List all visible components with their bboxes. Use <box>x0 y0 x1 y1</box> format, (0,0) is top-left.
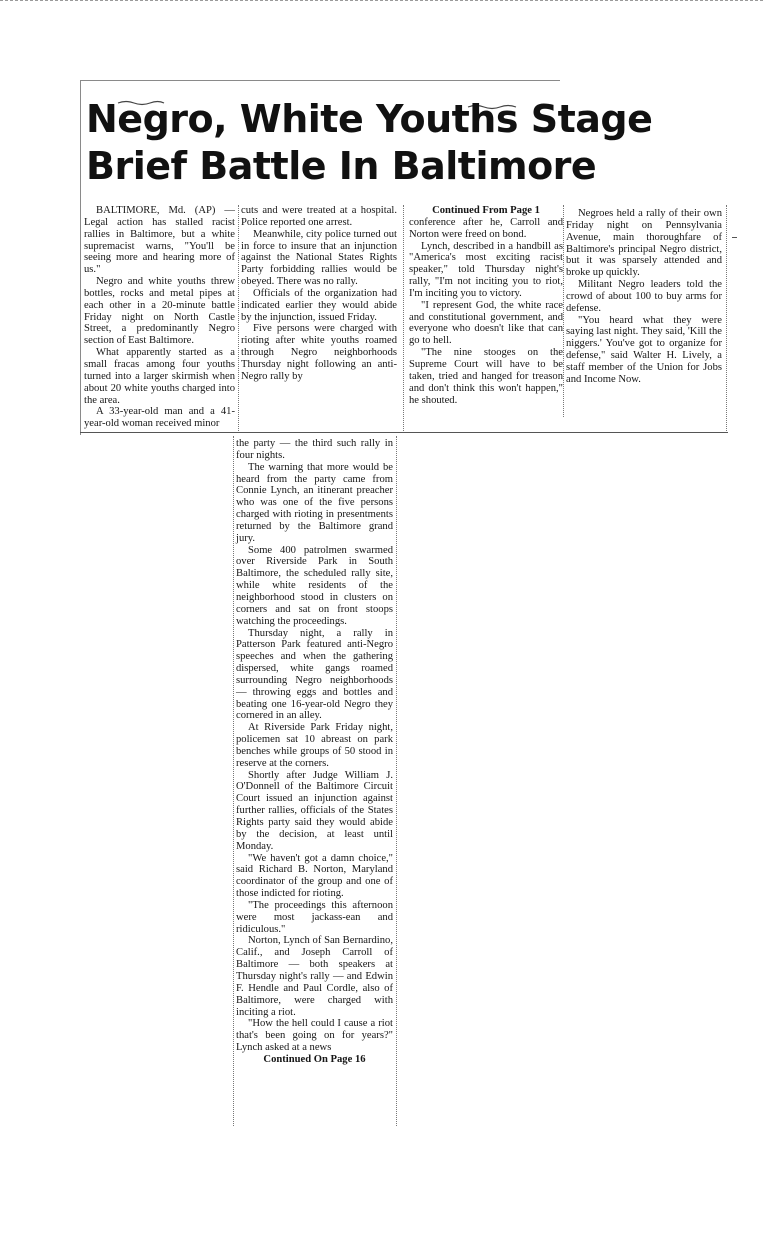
column-divider <box>563 205 564 417</box>
headline-line-2: Brief Battle In Baltimore <box>86 144 597 188</box>
paragraph: A 33-year-old man and a 41-year-old woman received minor <box>84 406 235 430</box>
paragraph: "We haven't got a damn choice," said Richard B. Norton, Maryland coordinator of the group and one of those indicted for rioting. <box>236 852 393 900</box>
clipping-right-edge <box>726 205 727 433</box>
paragraph: Negroes held a rally of their own Friday night on Pennsylvania Avenue, main thoroughfare of Baltimore's principal Negro district, but it was sparsely attended and broke up quickly. <box>566 208 722 279</box>
paragraph: Norton, Lynch of San Bernardino, Calif., and Joseph Carroll of Baltimore — both speakers at Thursday night's rally — and Edwin F. Hendle and Paul Cordle, also of Baltimore, were charged with inciting a riot. <box>236 935 393 1018</box>
jump-rule <box>80 432 728 433</box>
paragraph: "The proceedings this afternoon were most jackass-ean and ridiculous." <box>236 899 393 935</box>
paragraph: Negro and white youths threw bottles, rocks and metal pipes at each other in a 20-minute battle Friday night on North Castle Street, a predominantly Negro section of East Baltimore. <box>84 276 235 347</box>
article-column-5 <box>236 438 393 1066</box>
paragraph: "I represent God, the white race and constitutional government, and everyone who doesn't like that can go to hell. <box>409 299 563 347</box>
paragraph: Officials of the organization had indicated earlier they would abide by the injunction, issued Friday. <box>241 287 397 323</box>
paragraph: Lynch, described in a handbill as "America's most exciting racist speaker," told Thursday night's rally, "I'm not inciting you to riot, I'm inciting you to victory. <box>409 240 563 299</box>
article-column-4 <box>566 208 722 386</box>
paragraph: The warning that more would be heard from the party came from Connie Lynch, an itinerant preacher who was one of the five persons charged with rioting in presentments returned by the Baltimore grand jury. <box>236 461 393 544</box>
paragraph: cuts and were treated at a hospital. Police reported one arrest. <box>241 205 397 228</box>
article-column-2 <box>241 205 397 383</box>
clipping-left-border <box>80 80 81 435</box>
column-divider <box>238 205 239 433</box>
top-border <box>0 0 763 1</box>
paragraph: At Riverside Park Friday night, policemen sat 10 abreast on park benches while groups of 50 stood in reserve at the corners. <box>236 722 393 769</box>
margin-mark <box>732 237 737 238</box>
paragraph: Shortly after Judge William J. O'Donnell of the Baltimore Circuit Court issued an injunction against further rallies, officials of the States Rights party said they would abide by the decision, at least until Monday. <box>236 769 393 852</box>
column-left-edge <box>233 436 234 1126</box>
paragraph: Militant Negro leaders told the crowd of about 100 to buy arms for defense. <box>566 279 722 314</box>
clipping-top-border <box>80 80 560 81</box>
column-right-edge <box>396 436 397 1126</box>
paragraph: Meanwhile, city police turned out in force to insure that an injunction against the National States Rights Party forbidding rallies would be obeyed. There was no rally. <box>241 228 397 288</box>
paragraph: Thursday night, a rally in Patterson Park featured anti-Negro speeches and when the gathering dispersed, white gangs roamed surrounding Negro neighborhoods — throwing eggs and bottles and beating one 16-year-old Negro they cornered in an alley. <box>236 627 393 722</box>
continued-from-label: Continued From Page 1 <box>432 205 540 216</box>
paragraph: "The nine stooges on the Supreme Court will have to be taken, tried and hanged for treason and don't think this won't happen," he shouted. <box>409 347 563 406</box>
article-column-1 <box>84 205 235 430</box>
paragraph: the party — the third such rally in four nights. <box>236 438 393 461</box>
headline-line-1: Negro, White Youths Stage <box>86 97 653 141</box>
column-divider <box>403 205 404 433</box>
paragraph: BALTIMORE, Md. (AP) — Legal action has stalled racist rallies in Baltimore, but a white supremacist warns, "You'll be seeing more and hearing more of us." <box>84 205 235 276</box>
continued-on-label: Continued On Page 16 <box>263 1053 366 1065</box>
paragraph: conference after he, Carroll and Norton were freed on bond. <box>409 216 563 240</box>
headline <box>86 96 653 190</box>
paragraph: "How the hell could I cause a riot that's been going on for years?" Lynch asked at a news <box>236 1018 393 1054</box>
article-column-3 <box>409 205 563 406</box>
paragraph: Five persons were charged with rioting after white youths roamed through Negro neighborhoods Thursday night following an anti-Negro rally by <box>241 323 397 382</box>
paragraph: "You heard what they were saying last night. They said, 'Kill the niggers.' You've got to organize for defense," said Walter H. Lively, a staff member of the Union for Jobs and Income Now. <box>566 314 722 385</box>
paragraph: What apparently started as a small fracas among four youths turned into a larger skirmish when about 20 white youths charged into the area. <box>84 347 235 406</box>
paragraph: Some 400 patrolmen swarmed over Riverside Park in South Baltimore, the scheduled rally site, while white residents of the neighborhood stood in clusters on corners and sat on front stoops watching the proceedings. <box>236 544 393 627</box>
